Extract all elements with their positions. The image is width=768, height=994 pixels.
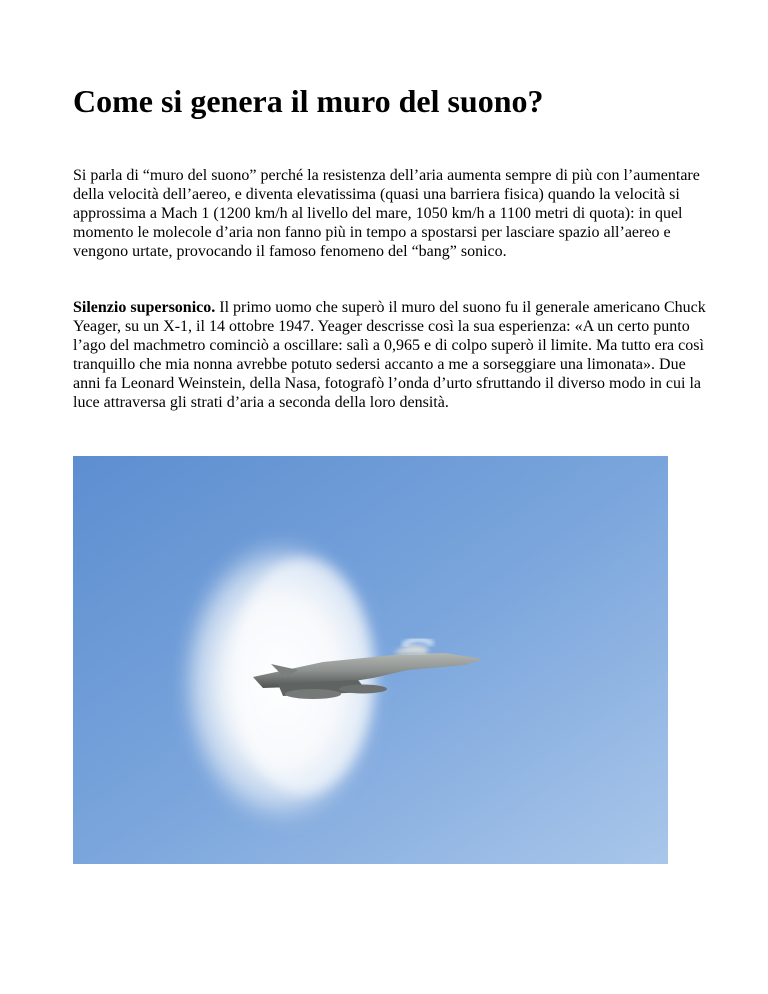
second-paragraph [73,299,713,412]
sound-barrier-photo [73,456,668,864]
paragraph-body: Il primo uomo che superò il muro del suono fu il generale americano Chuck Yeager, su un X-1, il 14 ottobre 1947. Yeager descrisse così la sua esperienza: «A un certo punto l’ago del machmetro cominciò a oscillare: salì a 0,965 e di colpo superò il limite. Ma tutto era così tranquillo che mia nonna avrebbe potuto sedersi accanto a me a sorseggiare una limonata». Due anni fa Leonard Weinstein, della Nasa, fotografò l’onda d’urto sfruttando il diverso modo in cui la luce attraversa gli strati d’aria a seconda della loro densità. [73,299,706,411]
intro-paragraph: Si parla di “muro del suono” perché la resistenza dell’aria aumenta sempre di più con l’aumentare della velocità dell’aereo, e diventa elevatissima (quasi una barriera fisica) quando la velocità si approssima a Mach 1 (1200 km/h al livello del mare, 1050 km/h a 1100 metri di quota): in quel momento le molecole d’aria non fanno più in tempo a spostarsi per lasciare spazio all’aereo e vengono urtate, provocando il famoso fenomeno del “bang” sonico. [73,167,700,260]
paragraph-lead: Silenzio supersonico. [73,299,216,316]
page-title: Come si genera il muro del suono? [73,83,544,119]
photo-illustration [73,456,668,864]
